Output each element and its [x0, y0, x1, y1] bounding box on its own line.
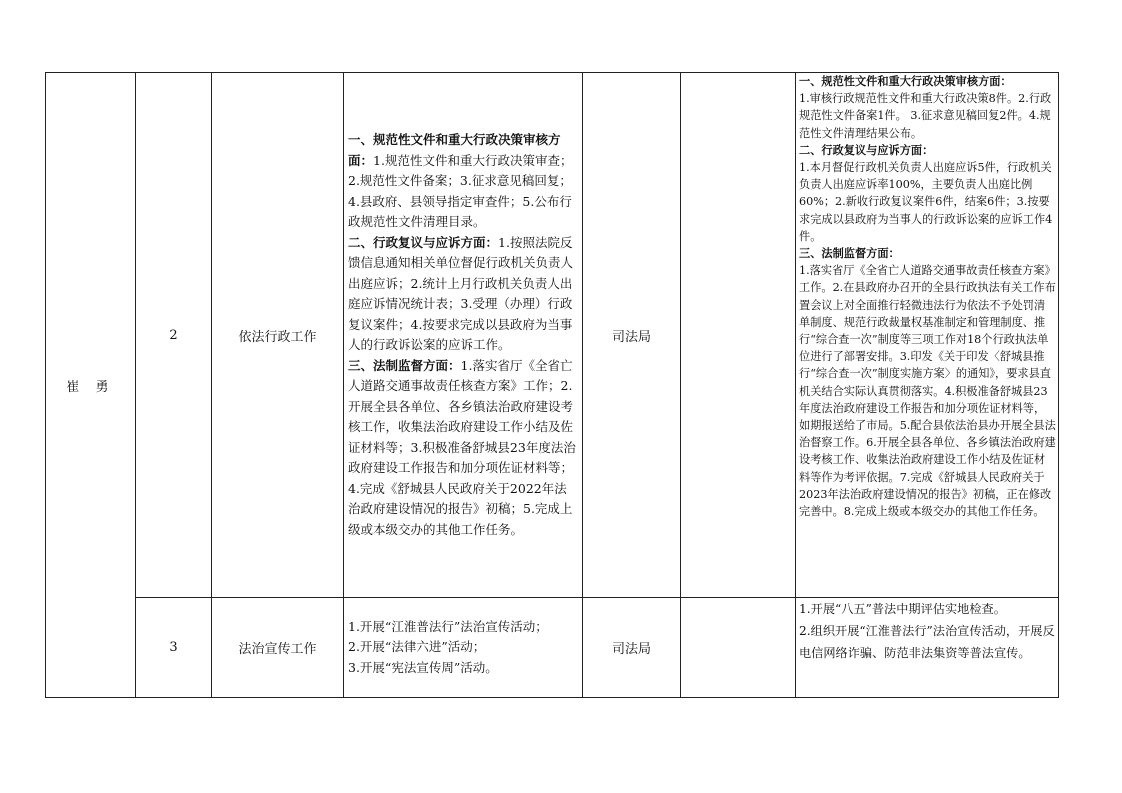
- task-section-title: 三、法制监督方面：: [348, 357, 461, 373]
- task-line: 3.开展“宪法宣传周”活动。: [348, 659, 498, 675]
- done-section-body: 1.落实省厅《全省亡人道路交通事故责任核查方案》工作。2.在县政府办召开的全县行政执法有关工作布置会议上对全面推行轻微违法行为依法不予处罚清单制度、规范行政裁量权基准制定和管理制度、推行“综合查一次”制度等三项工作对18个行政执法单位进行了部署安排。3.印发《关于印发〈舒城县推行“综合查一次”制度实施方案〉的通知》，要求县直机关结合实际认真贯彻落实。4.积极准备舒城县23年度法治政府建设工作报告和加分项佐证材料等，如期报送给了市局。5.配合县依法治县办开展全县法治督察工作。6.开展全县各单位、各乡镇法治政府建设考核工作、收集法治政府建设工作小结及佐证材料等作为考评依据。7.完成《舒城县人民政府关于2023年法治政府建设情况的报告》初稿，正在修改完善中。8.完成上级或本级交办的其他工作任务。: [799, 264, 1056, 519]
- task-section-body: 1.落实省厅《全省亡人道路交通事故责任核查方案》工作；2.开展全县各单位、各乡镇法治政府建设考核工作，收集法治政府建设工作小结及佐证材料等；3.积极准备舒城县23年度法治政府建设工作报告和加分项佐证材料等；4.完成《舒城县人民政府关于2022年法治政府建设情况的报告》初稿；5.完成上级或本级交办的其他工作任务。: [348, 357, 576, 537]
- task-line: 1.开展“江淮普法行”法治宣传活动；: [348, 618, 548, 634]
- work-table: [45, 72, 1059, 698]
- done-line: 2.组织开展“江淮普法行”法治宣传活动，开展反电信网络诈骗、防范非法集资等普法宣传。: [799, 624, 1055, 660]
- done-section-title: 二、行政复议与应诉方面：: [799, 142, 934, 157]
- done-section-title: 三、法制监督方面：: [799, 246, 900, 261]
- table-row: [46, 73, 1059, 598]
- blank-cell: [681, 73, 796, 598]
- department: 司法局: [583, 73, 681, 598]
- task-section-title: 一、规范性文件和重大行政决策审核方面：: [348, 132, 561, 168]
- work-item: 依法行政工作: [212, 73, 344, 598]
- row-number: 3: [136, 598, 212, 698]
- department: 司法局: [583, 598, 681, 698]
- work-item: 法治宣传工作: [212, 598, 344, 698]
- done-section-body: 1.审核行政规范性文件和重大行政决策8件。2.行政规范性文件备案1件。 3.征求意见稿回复2件。4.规范性文件清理结果公布。: [799, 92, 1052, 140]
- completion-status: [796, 73, 1059, 598]
- done-section-title: 一、规范性文件和重大行政决策审核方面：: [799, 74, 1012, 88]
- completion-status: [796, 598, 1059, 698]
- done-section-body: 1.本月督促行政机关负责人出庭应诉5件，行政机关负责人出庭应诉率100%，主要负责人出庭比例60%；2.新收行政复议案件6件，结案6件；3.按要求完成以县政府为当事人的行政诉讼案的应诉工作4件。: [799, 161, 1053, 243]
- task-section-title: 二、行政复议与应诉方面：: [348, 234, 499, 250]
- done-line: 1.开展“八五”普法中期评估实地检查。: [799, 602, 1006, 616]
- planned-tasks: [344, 598, 583, 698]
- responsible-person: 崔 勇: [46, 73, 136, 698]
- task-section: [348, 233, 576, 356]
- task-section: [348, 130, 576, 233]
- table-row: [46, 598, 1059, 698]
- task-section: [348, 356, 576, 541]
- planned-tasks: [344, 73, 583, 598]
- task-section-body: 1.规范性文件和重大行政决策审查；2.规范性文件备案；3.征求意见稿回复；4.县政府、县领导指定审查件；5.公布行政规范性文件清理目录。: [348, 152, 573, 229]
- row-number: 2: [136, 73, 212, 598]
- task-line: 2.开展“法律六进”活动；: [348, 639, 486, 655]
- task-section-body: 1.按照法院反馈信息通知相关单位督促行政机关负责人出庭应诉；2.统计上月行政机关负责人出庭应诉情况统计表；3.受理（办理）行政复议案件；4.按要求完成以县政府为当事人的行政诉讼案的应诉工作。: [348, 234, 574, 352]
- blank-cell: [681, 598, 796, 698]
